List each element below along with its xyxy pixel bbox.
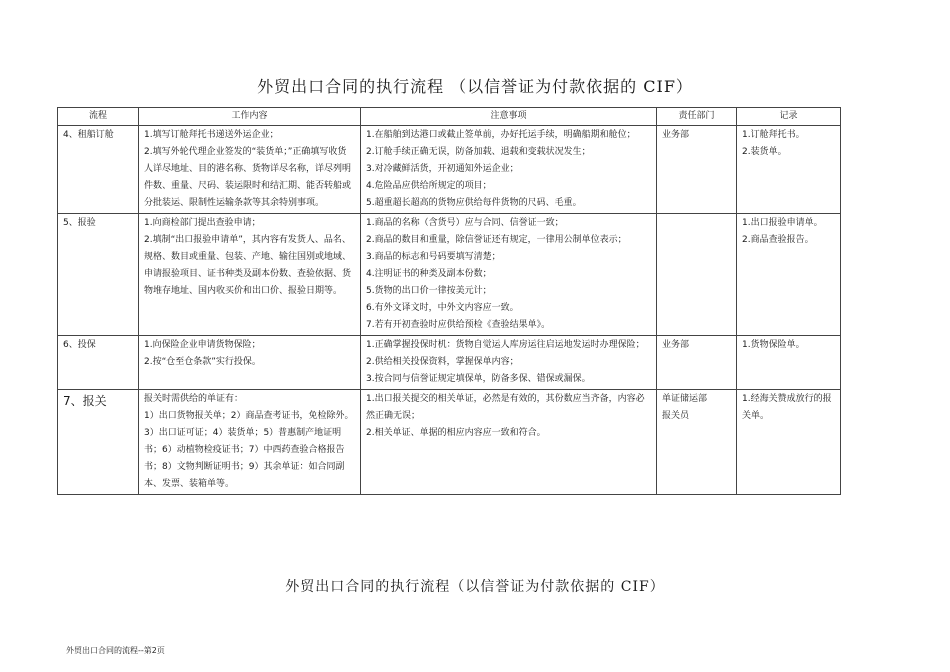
- header-stage: 流程: [58, 108, 139, 126]
- dept-cell: [657, 214, 737, 336]
- note-line: 5.超重超长超高的货物应供给每件货物的尺码、毛重。: [366, 198, 582, 208]
- notes-cell: [361, 214, 657, 336]
- note-line: 6.有外文译文时，中外文内容应一致。: [366, 303, 519, 313]
- bottom-title: 外贸出口合同的执行流程（以信誉证为付款依据的 CIF）: [285, 579, 665, 595]
- record-line: 2.装货单。: [742, 147, 787, 157]
- stage-cell: 4、租船订舱: [58, 126, 139, 214]
- table-row: [58, 336, 841, 390]
- note-line: 3.对冷藏鲜活货，开初通知外运企业；: [366, 164, 519, 174]
- stage-cell: 5、报验: [58, 214, 139, 336]
- records-cell: [737, 336, 841, 390]
- header-dept: 责任部门: [657, 108, 737, 126]
- work-cell: [139, 336, 361, 390]
- work-line: 1.向保险企业申请货物保险；: [144, 340, 261, 350]
- table-row: [58, 390, 841, 495]
- note-line: 7.若有开初查验时应供给预检《查验结果单》。: [366, 320, 551, 330]
- table-row: [58, 214, 841, 336]
- work-line: 2.填写外轮代理企业签发的“装货单；”正确填写收货人详尽地址、目的港名称、货物详尽名称，详尽列明件数、重量、尺码、装运限时和结汇期、能否转船或分批装运、限制性运输条款等其余特别事项。: [144, 147, 352, 208]
- note-line: 2.订舱手续正确无误，防备加载、退载和变载状况发生；: [366, 147, 591, 157]
- header-records: 记录: [737, 108, 841, 126]
- dept-cell: 业务部: [657, 336, 737, 390]
- page-footer: 外贸出口合同的流程--第2页: [66, 646, 165, 655]
- note-line: 1.正确掌握投保时机：货物自觉运人库房运往启运地发运时办理保险；: [366, 340, 645, 350]
- work-line: 1.向商检部门提出查验申请；: [144, 218, 261, 228]
- record-line: 1.订舱拜托书。: [742, 130, 805, 140]
- note-line: 5.货物的出口价一律按美元计；: [366, 286, 492, 296]
- note-line: 3.按合同与信誉证规定填保单，防备多保、错保或漏保。: [366, 374, 591, 384]
- note-line: 3.商品的标志和号码要填写清楚；: [366, 252, 501, 262]
- record-line: 1.出口报验申请单。: [742, 218, 823, 228]
- note-line: 2.供给相关投保资料，掌握保单内容；: [366, 357, 519, 367]
- page-title: 外贸出口合同的执行流程 （以信誉证为付款依据的 CIF）: [257, 77, 693, 96]
- record-line: 1.货物保险单。: [742, 340, 805, 350]
- work-line: 1.填写订舱拜托书递送外运企业；: [144, 130, 279, 140]
- notes-cell: [361, 336, 657, 390]
- header-notes: 注意事项: [361, 108, 657, 126]
- work-cell: [139, 126, 361, 214]
- work-line: 1）出口货物报关单；2）商品查考证书，免检除外。3）出口证可证；4）装货单；5）普惠制产地证明书；6）动植物检疫证书；7）中西药查验合格报告书；8）文物判断证明书；9）其余单证：如合同副本、发票、装箱单等。: [144, 411, 354, 489]
- records-cell: [737, 390, 841, 495]
- note-line: 4.注明证书的种类及副本份数；: [366, 269, 492, 279]
- note-line: 1.在船舶到达港口或截止签单前，办好托运手续，明确船期和舱位；: [366, 130, 636, 140]
- note-line: 1.商品的名称（含货号）应与合同、信誉证一致；: [366, 218, 564, 228]
- note-line: 4.危险品应供给所规定的项目；: [366, 181, 492, 191]
- note-line: 2.商品的数目和重量，除信誉证还有规定，一律用公制单位表示；: [366, 235, 627, 245]
- dept-cell: 业务部: [657, 126, 737, 214]
- process-table: [57, 107, 841, 495]
- work-line: 2.填制“出口报验申请单”，其内容有发货人、品名、规格、数目或重量、包装、产地、输往国别或地域、申请报验项目、证书种类及副本份数、查验依据、货物堆存地址、国内收买价和出口价、报验日期等。: [144, 235, 352, 296]
- records-cell: [737, 126, 841, 214]
- table-row: [58, 126, 841, 214]
- stage-cell: 6、投保: [58, 336, 139, 390]
- table-header-row: [58, 108, 841, 126]
- dept-cell: 单证储运部 报关员: [657, 390, 737, 495]
- header-work: 工作内容: [139, 108, 361, 126]
- notes-cell: [361, 390, 657, 495]
- work-cell: [139, 390, 361, 495]
- note-line: 1.出口报关提交的相关单证，必然是有效的，其份数应当齐备，内容必然正确无误；: [366, 394, 645, 421]
- note-line: 2.相关单证、单据的相应内容应一致和符合。: [366, 428, 546, 438]
- work-line: 2.按“仓至仓条款”实行投保。: [144, 357, 261, 367]
- work-line: 报关时需供给的单证有：: [144, 394, 244, 404]
- notes-cell: [361, 126, 657, 214]
- record-line: 1.经海关赞成放行的报关单。: [742, 394, 832, 421]
- stage-cell: 7、报关: [58, 390, 139, 495]
- record-line: 2.商品查验报告。: [742, 235, 814, 245]
- work-cell: [139, 214, 361, 336]
- records-cell: [737, 214, 841, 336]
